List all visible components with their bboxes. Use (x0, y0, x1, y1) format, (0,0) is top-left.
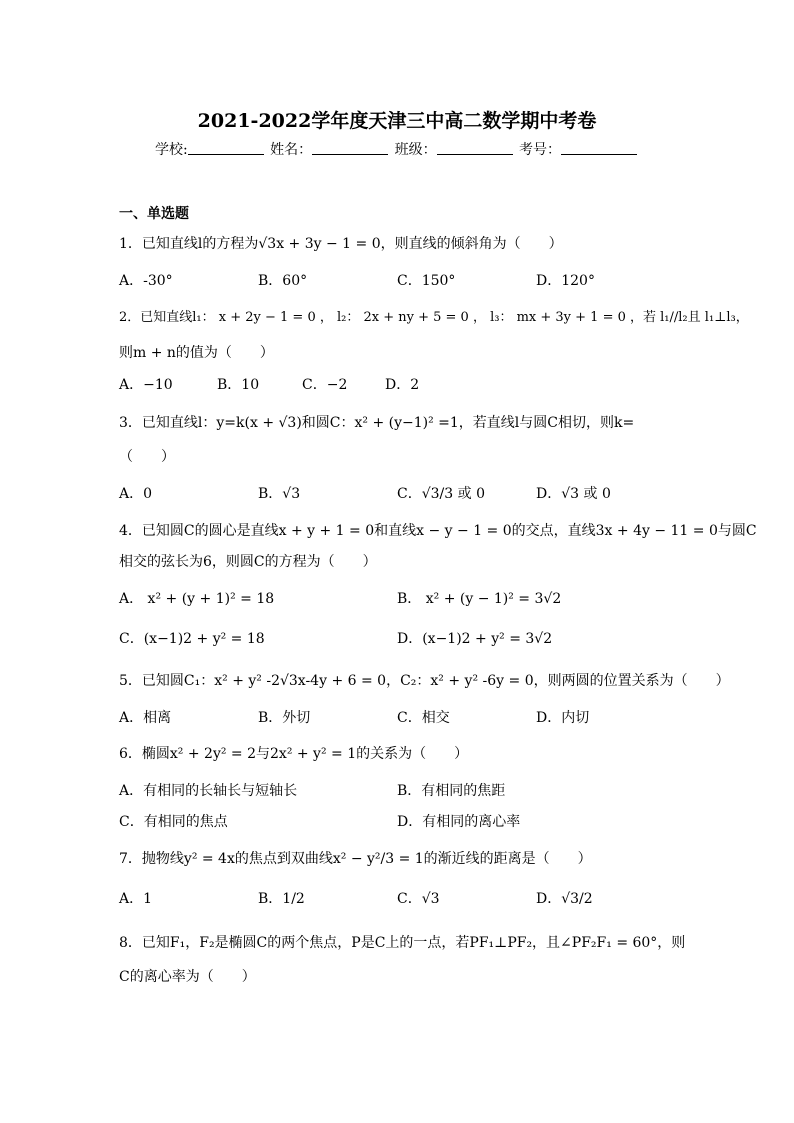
question-4-stem-line-2: 相交的弦长为6，则圆C的方程为（ ） (119, 554, 377, 570)
question-2-option-c[interactable]: C．−2 (302, 377, 348, 393)
question-2-stem-line-2: 则m + n的值为（ ） (119, 345, 274, 361)
exam-info-line (0, 139, 794, 159)
question-2-option-b[interactable]: B．10 (217, 377, 260, 393)
question-1-option-b[interactable]: B．60° (258, 273, 308, 289)
question-6-option-d[interactable]: D．有相同的离心率 (397, 814, 521, 830)
page-title: 2021-2022学年度天津三中高二数学期中考卷 (197, 110, 597, 132)
name-label: 姓名： (270, 142, 313, 158)
school-blank[interactable] (188, 141, 264, 155)
question-1-option-d[interactable]: D．120° (536, 273, 595, 289)
question-5-option-d[interactable]: D．内切 (536, 710, 590, 726)
question-5-option-c[interactable]: C．相交 (397, 710, 450, 726)
class-label: 班级： (394, 142, 437, 158)
question-6-option-a[interactable]: A．有相同的长轴长与短轴长 (119, 783, 298, 799)
question-4-option-b[interactable]: B． x² + (y − 1)² = 3√2 (397, 591, 562, 607)
name-blank[interactable] (312, 141, 388, 155)
question-6-option-c[interactable]: C．有相同的焦点 (119, 814, 228, 830)
question-7-option-a[interactable]: A．1 (119, 891, 153, 907)
question-2-option-a[interactable]: A．−10 (119, 377, 173, 393)
question-7-option-d[interactable]: D．√3/2 (536, 891, 593, 907)
school-label: 学校: (154, 142, 188, 158)
question-2-option-d[interactable]: D．2 (385, 377, 420, 393)
question-3-option-a[interactable]: A．0 (119, 486, 153, 502)
question-5-option-a[interactable]: A．相离 (119, 710, 172, 726)
class-blank[interactable] (437, 141, 513, 155)
section-title: 一、单选题 (119, 206, 189, 222)
question-7-option-c[interactable]: C．√3 (397, 891, 440, 907)
question-3-option-b[interactable]: B．√3 (258, 486, 301, 502)
question-4-option-d[interactable]: D．(x−1)2 + y² = 3√2 (397, 631, 553, 647)
question-8-stem-line-2: C的离心率为（ ） (119, 969, 256, 985)
question-5-option-b[interactable]: B．外切 (258, 710, 311, 726)
exam-no-label: 考号： (519, 142, 562, 158)
question-2-stem-line-1: 2．已知直线l₁： x + 2y − 1 = 0 ， l₂： 2x + ny + 5 = 0 ， l₃： mx + 3y + 1 = 0 ，若 l₁//l₂且 l₁⊥l₃， (119, 310, 749, 325)
question-5-stem: 5．已知圆C₁：x² + y² -2√3x-4y + 6 = 0，C₂：x² + y² -6y = 0，则两圆的位置关系为（ ） (119, 673, 730, 689)
question-3-stem-line-1: 3．已知直线l：y=k(x + √3)和圆C：x² + (y−1)² =1，若直线l与圆C相切，则k= (119, 415, 635, 431)
question-3-stem-line-2: （ ） (119, 449, 175, 465)
question-4-option-c[interactable]: C．(x−1)2 + y² = 18 (119, 631, 265, 647)
exam-no-blank[interactable] (561, 141, 637, 155)
question-6-stem: 6．椭圆x² + 2y² = 2与2x² + y² = 1的关系为（ ） (119, 746, 469, 762)
question-4-stem-line-1: 4．已知圆C的圆心是直线x + y + 1 = 0和直线x − y − 1 = 0的交点，直线3x + 4y − 11 = 0与圆C (119, 523, 757, 539)
question-4-option-a[interactable]: A． x² + (y + 1)² = 18 (119, 591, 275, 607)
question-1-stem: 1．已知直线l的方程为√3x + 3y − 1 = 0，则直线的倾斜角为（ ） (119, 236, 563, 252)
question-8-stem-line-1: 8．已知F₁，F₂是椭圆C的两个焦点，P是C上的一点，若PF₁⊥PF₂，且∠PF₂F₁ = 60°，则 (119, 935, 686, 951)
question-3-option-d[interactable]: D．√3 或 0 (536, 486, 611, 502)
question-7-option-b[interactable]: B．1/2 (258, 891, 305, 907)
question-3-option-c[interactable]: C．√3/3 或 0 (397, 486, 485, 502)
question-7-stem: 7．抛物线y² = 4x的焦点到双曲线x² − y²/3 = 1的渐近线的距离是（ ） (119, 851, 592, 867)
question-6-option-b[interactable]: B．有相同的焦距 (397, 783, 506, 799)
question-1-option-a[interactable]: A．-30° (119, 273, 173, 289)
question-1-option-c[interactable]: C．150° (397, 273, 456, 289)
